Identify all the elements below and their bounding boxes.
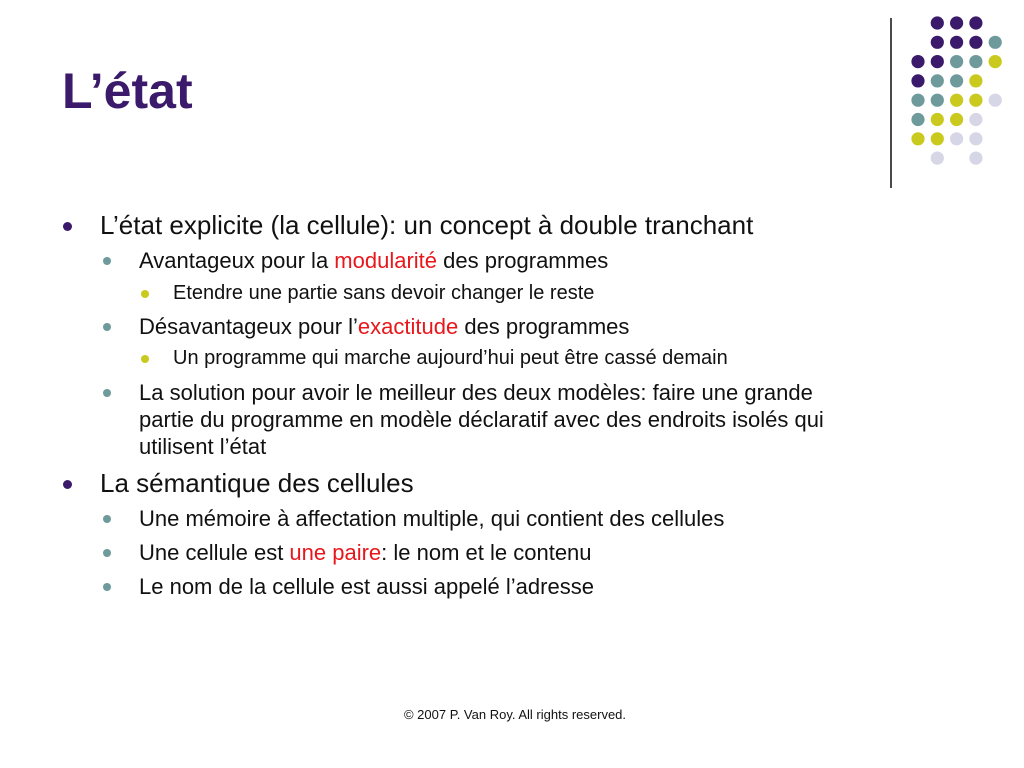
bullet-item [139, 247, 899, 274]
bullet-text: Désavantageux pour l’ [139, 314, 358, 339]
bullet-marker [141, 290, 149, 298]
bullet-marker [141, 355, 149, 363]
bullet-item: Une mémoire à affectation multiple, qui contient des cellules [139, 506, 725, 531]
bullet-marker [103, 389, 111, 397]
copyright-footer: © 2007 P. Van Roy. All rights reserved. [403, 707, 627, 722]
bullet-marker [103, 583, 111, 591]
bullet-item: L’état explicite (la cellule): un concept à double tranchant [100, 210, 754, 240]
bullet-marker [63, 222, 72, 231]
slide-title: L’état [62, 63, 193, 119]
bullet-text: Avantageux pour la [139, 248, 335, 273]
bullet-item: La sémantique des cellules [100, 468, 414, 498]
bullet-text: des programmes [437, 248, 609, 273]
bullet-text: Une cellule est [139, 540, 290, 565]
bullet-text: des programmes [458, 314, 630, 339]
bullet-marker [103, 549, 111, 557]
bullet-text: : le nom et le contenu [381, 540, 592, 565]
bullet-item: Un programme qui marche aujourd’hui peut être cassé demain [173, 347, 728, 369]
highlight-text: exactitude [357, 314, 459, 339]
bullet-item: Etendre une partie sans devoir changer le reste [173, 282, 595, 304]
bullet-item: La solution pour avoir le meilleur des deux modèles: faire une grande partie du programme en modèle déclaratif avec des endroits isolés qui utilisent l’état [139, 380, 824, 459]
bullet-item: Le nom de la cellule est aussi appelé l’adresse [139, 574, 594, 599]
bullet-marker [63, 480, 72, 489]
bullet-item [139, 539, 899, 566]
bullet-marker [103, 515, 111, 523]
highlight-text: modularité [334, 248, 438, 273]
bullet-marker [103, 257, 111, 265]
bullet-marker [103, 323, 111, 331]
highlight-text: une paire [289, 540, 382, 565]
bullet-item [139, 313, 899, 340]
